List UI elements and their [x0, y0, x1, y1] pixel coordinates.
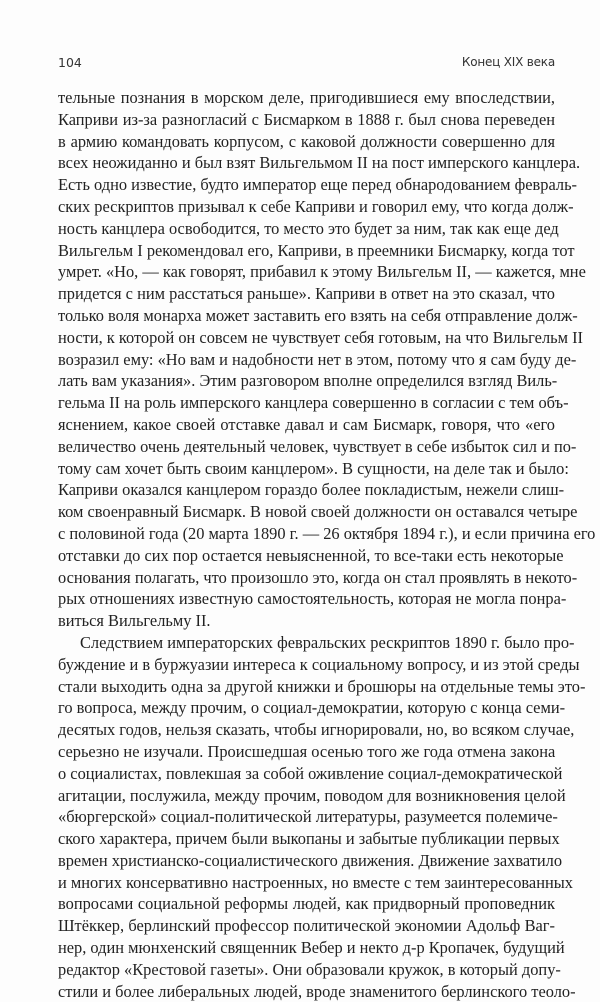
- text-line: лать вам указания». Этим разговором вполне определился взгляд Виль-: [58, 371, 558, 391]
- text-line: ком своенравный Бисмарк. В новой своей должности он оставался четыре: [58, 502, 578, 522]
- text-line: Штёккер, берлинский профессор политической экономии Адольф Ваг-: [58, 916, 555, 936]
- text-line: виться Вильгельму II.: [58, 611, 211, 631]
- text-line: ности, к которой он совсем не чувствует себя готовым, на что Вильгельм II: [58, 327, 583, 347]
- text-line: тельные познания в морском деле, пригодившиеся ему впоследствии,: [58, 88, 555, 107]
- text-line: основания полагать, что произошло это, когда он стал проявлять в некото-: [58, 567, 578, 587]
- paragraph-1: [58, 87, 596, 632]
- text-line: вопросами социальной реформы людей, как придворный проповедник: [58, 894, 555, 914]
- text-line: в армию командовать корпусом, с каковой должности совершенно для: [58, 131, 555, 151]
- text-line: рых отношениях известную самостоятельность, которая не могла понра-: [58, 589, 567, 609]
- text-line: Есть одно известие, будто император еще перед обнародованием февраль-: [58, 175, 578, 195]
- paragraph-2: [58, 632, 586, 1002]
- text-line: го вопроса, между прочим, о социал-демократии, которую с конца семи-: [58, 698, 566, 718]
- text-line: агитации, послужила, между прочим, поводом для возникновения целой: [58, 785, 566, 805]
- body-text: [58, 87, 596, 1002]
- text-line: всех неожиданно и был взят Вильгельмом II на пост имперского канцлера.: [58, 153, 581, 173]
- text-line: ских рескриптов призывал к себе Каприви и говорил ему, что когда долж-: [58, 196, 574, 216]
- text-line: буждение и в буржуазии интереса к социальному вопросу, и из этой среды: [58, 654, 580, 674]
- text-line: отставки до сих пор остается невыясненной, то все-таки есть некоторые: [58, 545, 564, 565]
- text-line: гельма II на роль имперского канцлера совершенно в согласии с тем объ-: [58, 393, 569, 413]
- text-line: умрет. «Но, — как говорят, прибавил к этому Вильгельм II, — кажется, мне: [58, 262, 586, 282]
- text-line: о социалистах, повлекшая за собой оживление социал-демократической: [58, 763, 563, 783]
- text-line: редактор «Крестовой газеты». Они образовали кружок, в который допу-: [58, 959, 561, 979]
- text-line: тому сам хочет быть своим канцлером». В сущности, на деле так и было:: [58, 458, 569, 478]
- text-line: десятых годов, нельзя сказать, чтобы игнорировали, но, во всяком случае,: [58, 720, 575, 740]
- text-line: Вильгельм I рекомендовал его, Каприви, в преемники Бисмарку, когда тот: [58, 240, 575, 260]
- text-line: «бюргерской» социал-политической литературы, разумеется полемиче-: [58, 807, 558, 827]
- text-line: ность канцлера освободится, то место это будет за ним, так как еще дед: [58, 218, 559, 238]
- text-line: стили и более либеральных людей, вроде знаменитого берлинского теоло-: [58, 981, 576, 1001]
- page-number: 104: [58, 54, 82, 70]
- text-line: величество очень деятельный человек, чувствует в себе избыток сил и по-: [58, 436, 577, 456]
- text-line: Каприви из-за разногласий с Бисмарком в 1888 г. был снова переведен: [58, 109, 555, 129]
- text-line: стали выходить одна за другой книжки и брошюры на отдельные темы это-: [58, 676, 586, 696]
- running-title: Конец XIX века: [461, 55, 555, 69]
- text-line: Каприви оказался канцлером гораздо более покладистым, нежели слиш-: [58, 480, 565, 500]
- text-line: времен христианско-социалистического движения. Движение захватило: [58, 850, 563, 870]
- text-line: нер, один мюнхенский священник Вебер и некто д-р Кропачек, будущий: [58, 938, 565, 958]
- text-line: серьезно не изучали. Происшедшая осенью того же года отмена закона: [58, 741, 556, 761]
- text-line: возразил ему: «Но вам и надобности нет в этом, потому что я сам буду де-: [58, 349, 577, 369]
- text-line: яснением, какое своей отставке давал и сам Бисмарк, говоря, что «его: [58, 414, 555, 434]
- text-line: только воля монарха может заставить его взять на себя отправление долж-: [58, 305, 578, 325]
- text-line: ского характера, причем были выкопаны и забытые публикации первых: [58, 829, 560, 849]
- text-line: придется с ним расстаться раньше». Каприви в ответ на это сказал, что: [58, 284, 555, 304]
- text-line: Следствием императорских февральских рескриптов 1890 г. было про-: [80, 632, 575, 652]
- text-line: и многих консервативно настроенных, но вместе с тем заинтересованных: [58, 872, 573, 892]
- page-header: [58, 52, 555, 72]
- text-line: с половиной года (20 марта 1890 г. — 26 октября 1894 г.), и если причина его: [58, 523, 596, 543]
